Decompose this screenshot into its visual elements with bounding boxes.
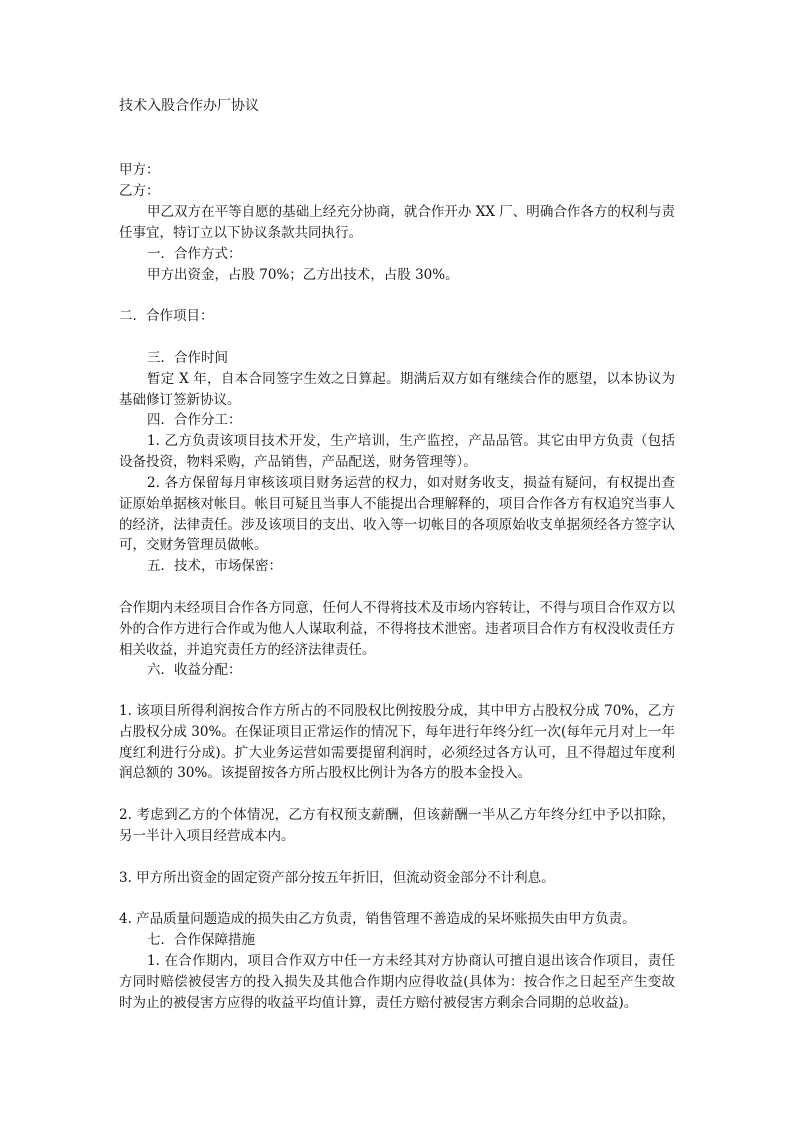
section-6-item-3: 3. 甲方所出资金的固定资产部分按五年折旧，但流动资金部分不计利息。 xyxy=(119,870,555,886)
section-4-item-1: 1. 乙方负责该项目技术开发，生产培训，生产监控，产品品管。其它由甲方负责（包括设备投资，物料采购，产品销售，产品配送，财务管理等）。 xyxy=(119,433,675,470)
intro-paragraph: 甲乙双方在平等自愿的基础上经充分协商，就合作开办 XX 厂、明确合作各方的权利与责任事宜，特订立以下协议条款共同执行。 xyxy=(119,204,675,241)
section-3-heading: 三．合作时间 xyxy=(147,350,228,366)
section-5-heading: 五．技术，市场保密： xyxy=(147,558,282,574)
section-1-heading: 一．合作方式： xyxy=(147,246,242,262)
section-7-heading: 七．合作保障措施 xyxy=(147,932,255,948)
section-5-text: 合作期内未经项目合作各方同意，任何人不得将技术及市场内容转让，不得与项目合作双方以外的合作方进行合作或为他人人谋取利益，不得将技术泄密。违者项目合作方有权没收责任方相关收益，并追究责任方的经济法律责任。 xyxy=(119,600,675,658)
document-title: 技术入股合作办厂协议 xyxy=(119,98,259,114)
party-a-label: 甲方： xyxy=(119,162,160,178)
section-6-item-2: 2. 考虑到乙方的个体情况，乙方有权预支薪酬，但该薪酬一半从乙方年终分红中予以扣除，另一半计入项目经营成本内。 xyxy=(119,807,675,844)
section-4-heading: 四．合作分工： xyxy=(147,412,242,428)
section-2-heading: 二．合作项目： xyxy=(119,308,214,324)
section-6-heading: 六．收益分配： xyxy=(147,662,242,678)
section-6-item-4: 4. 产品质量问题造成的损失由乙方负责，销售管理不善造成的呆坏账损失由甲方负责。 xyxy=(119,911,636,927)
party-b-label: 乙方： xyxy=(119,183,160,199)
section-1-text: 甲方出资金，占股 70%；乙方出技术，占股 30%。 xyxy=(147,267,459,283)
section-3-text: 暂定 X 年，自本合同签字生效之日算起。期满后双方如有继续合作的愿望，以本协议为基础修订签新协议。 xyxy=(119,371,675,408)
section-4-item-2: 2. 各方保留每月审核该项目财务运营的权力，如对财务收支，损益有疑问，有权提出查证原始单据核对帐目。帐目可疑且当事人不能提出合理解释的，项目合作各方有权追究当事人的经济，法律责任。涉及该项目的支出、收入等一切帐目的各项原始收支单据须经各方签字认可，交财务管理员做帐。 xyxy=(119,475,675,554)
section-6-item-1: 1. 该项目所得利润按合作方所占的不同股权比例按股分成，其中甲方占股权分成 70%，乙方占股权分成 30%。在保证项目正常运作的情况下，每年进行年终分红一次(每年元月对上一年度红利进行分成)。扩大业务运营如需要提留利润时，必须经过各方认可，且不得超过年度利润总额的 30%。该提留按各方所占股权比例计为各方的股本金投入。 xyxy=(119,703,675,782)
section-7-item-1: 1. 在合作期内，项目合作双方中任一方未经其对方协商认可擅自退出该合作项目，责任方同时赔偿被侵害方的投入损失及其他合作期内应得收益(具体为：按合作之日起至产生变故时为止的被侵害方应得的收益平均值计算，责任方赔付被侵害方剩余合同期的总收益)。 xyxy=(119,953,675,1011)
